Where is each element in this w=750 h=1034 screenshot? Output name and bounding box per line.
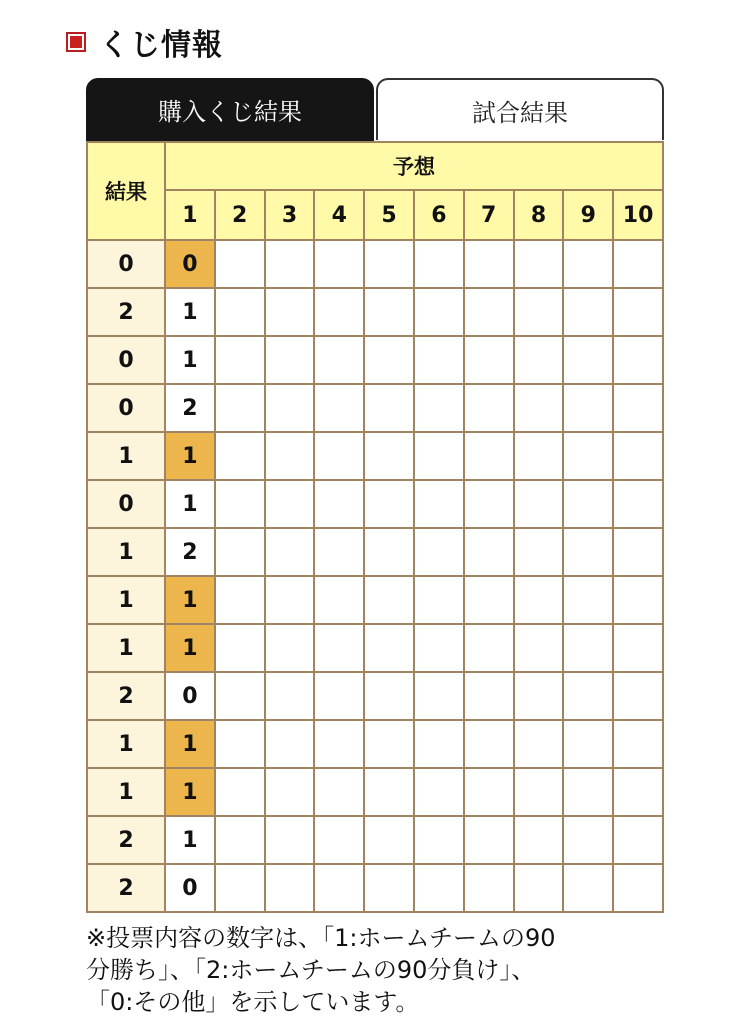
table-row: [87, 432, 663, 480]
empty-cell: [265, 288, 315, 336]
result-cell: 1: [87, 528, 165, 576]
empty-cell: [464, 816, 514, 864]
table-row: [87, 672, 663, 720]
footnote-line-3: 「0:その他」を示しています。: [86, 988, 420, 1016]
table-row: [87, 528, 663, 576]
table-row: [87, 240, 663, 288]
pick-cell: 1: [165, 288, 215, 336]
tab-bar: [86, 78, 664, 141]
empty-cell: [514, 288, 564, 336]
empty-cell: [563, 768, 613, 816]
empty-cell: [414, 384, 464, 432]
prediction-column-header: 予想: [165, 142, 663, 190]
footnote-line-1: ※投票内容の数字は、「1:ホームチームの90: [86, 924, 556, 952]
pick-cell: 0: [165, 672, 215, 720]
empty-cell: [514, 384, 564, 432]
empty-cell: [613, 336, 663, 384]
empty-cell: [215, 480, 265, 528]
empty-cell: [414, 240, 464, 288]
pick-cell: 2: [165, 384, 215, 432]
empty-cell: [514, 432, 564, 480]
section-header: [66, 22, 223, 62]
result-cell: 0: [87, 480, 165, 528]
empty-cell: [464, 864, 514, 912]
results-table-body: [87, 240, 663, 912]
empty-cell: [364, 528, 414, 576]
empty-cell: [265, 672, 315, 720]
pick-cell-hit: 0: [165, 240, 215, 288]
pick-cell: 1: [165, 336, 215, 384]
empty-cell: [314, 384, 364, 432]
empty-cell: [464, 576, 514, 624]
result-cell: 0: [87, 240, 165, 288]
empty-cell: [563, 288, 613, 336]
empty-cell: [613, 816, 663, 864]
empty-cell: [265, 336, 315, 384]
empty-cell: [464, 672, 514, 720]
prediction-column-10: 10: [613, 190, 663, 240]
pick-cell: 0: [165, 864, 215, 912]
prediction-column-5: 5: [364, 190, 414, 240]
pick-cell: 2: [165, 528, 215, 576]
empty-cell: [414, 576, 464, 624]
empty-cell: [265, 384, 315, 432]
empty-cell: [364, 768, 414, 816]
empty-cell: [514, 720, 564, 768]
empty-cell: [265, 576, 315, 624]
empty-cell: [414, 480, 464, 528]
empty-cell: [265, 768, 315, 816]
prediction-column-4: 4: [314, 190, 364, 240]
empty-cell: [314, 528, 364, 576]
section-title: くじ情報: [99, 28, 223, 63]
table-row: [87, 768, 663, 816]
empty-cell: [414, 720, 464, 768]
empty-cell: [563, 336, 613, 384]
empty-cell: [314, 768, 364, 816]
empty-cell: [514, 816, 564, 864]
pick-cell: 1: [165, 816, 215, 864]
empty-cell: [215, 720, 265, 768]
empty-cell: [364, 576, 414, 624]
empty-cell: [414, 528, 464, 576]
empty-cell: [215, 672, 265, 720]
empty-cell: [364, 384, 414, 432]
empty-cell: [613, 432, 663, 480]
empty-cell: [215, 768, 265, 816]
pick-cell: 1: [165, 480, 215, 528]
empty-cell: [563, 432, 613, 480]
empty-cell: [563, 864, 613, 912]
empty-cell: [563, 672, 613, 720]
empty-cell: [563, 624, 613, 672]
prediction-column-2: 2: [215, 190, 265, 240]
empty-cell: [314, 240, 364, 288]
empty-cell: [364, 480, 414, 528]
empty-cell: [613, 288, 663, 336]
table-row: [87, 576, 663, 624]
empty-cell: [563, 528, 613, 576]
table-row: [87, 336, 663, 384]
empty-cell: [314, 672, 364, 720]
empty-cell: [613, 528, 663, 576]
table-row: [87, 624, 663, 672]
prediction-column-6: 6: [414, 190, 464, 240]
empty-cell: [414, 336, 464, 384]
empty-cell: [514, 672, 564, 720]
empty-cell: [464, 384, 514, 432]
empty-cell: [613, 240, 663, 288]
prediction-number-row: [87, 190, 663, 240]
prediction-column-7: 7: [464, 190, 514, 240]
tab-match-results[interactable]: 試合結果: [376, 78, 664, 140]
empty-cell: [613, 624, 663, 672]
empty-cell: [314, 432, 364, 480]
empty-cell: [215, 864, 265, 912]
empty-cell: [414, 768, 464, 816]
empty-cell: [364, 624, 414, 672]
empty-cell: [265, 528, 315, 576]
empty-cell: [514, 864, 564, 912]
result-cell: 2: [87, 864, 165, 912]
empty-cell: [215, 528, 265, 576]
empty-cell: [265, 240, 315, 288]
footnote-line-2: 分勝ち」、「2:ホームチームの90分負け」、: [86, 956, 536, 984]
empty-cell: [265, 432, 315, 480]
table-row: [87, 720, 663, 768]
result-cell: 1: [87, 576, 165, 624]
empty-cell: [215, 624, 265, 672]
empty-cell: [464, 768, 514, 816]
pick-cell-hit: 1: [165, 432, 215, 480]
empty-cell: [215, 816, 265, 864]
empty-cell: [215, 384, 265, 432]
empty-cell: [414, 432, 464, 480]
empty-cell: [563, 384, 613, 432]
result-cell: 0: [87, 336, 165, 384]
pick-cell-hit: 1: [165, 624, 215, 672]
result-cell: 2: [87, 288, 165, 336]
empty-cell: [414, 624, 464, 672]
table-row: [87, 288, 663, 336]
result-cell: 1: [87, 432, 165, 480]
empty-cell: [314, 816, 364, 864]
prediction-column-9: 9: [563, 190, 613, 240]
result-cell: 1: [87, 720, 165, 768]
empty-cell: [215, 432, 265, 480]
result-cell: 2: [87, 672, 165, 720]
empty-cell: [265, 816, 315, 864]
result-column-header: 結果: [87, 142, 165, 240]
empty-cell: [464, 528, 514, 576]
empty-cell: [364, 240, 414, 288]
empty-cell: [613, 720, 663, 768]
empty-cell: [364, 288, 414, 336]
empty-cell: [364, 720, 414, 768]
empty-cell: [514, 336, 564, 384]
pick-cell-hit: 1: [165, 720, 215, 768]
empty-cell: [514, 240, 564, 288]
results-table: [86, 141, 664, 913]
result-cell: 1: [87, 624, 165, 672]
empty-cell: [464, 288, 514, 336]
empty-cell: [265, 624, 315, 672]
empty-cell: [314, 720, 364, 768]
empty-cell: [414, 288, 464, 336]
empty-cell: [265, 864, 315, 912]
prediction-column-1: 1: [165, 190, 215, 240]
empty-cell: [514, 528, 564, 576]
empty-cell: [563, 720, 613, 768]
empty-cell: [563, 480, 613, 528]
empty-cell: [514, 624, 564, 672]
empty-cell: [314, 576, 364, 624]
result-cell: 1: [87, 768, 165, 816]
prediction-column-3: 3: [265, 190, 315, 240]
red-square-icon: [66, 32, 86, 52]
empty-cell: [265, 720, 315, 768]
table-row: [87, 816, 663, 864]
empty-cell: [364, 816, 414, 864]
empty-cell: [464, 336, 514, 384]
empty-cell: [613, 480, 663, 528]
empty-cell: [514, 480, 564, 528]
empty-cell: [464, 432, 514, 480]
empty-cell: [613, 384, 663, 432]
table-row: [87, 384, 663, 432]
empty-cell: [414, 672, 464, 720]
table-row: [87, 480, 663, 528]
empty-cell: [514, 576, 564, 624]
empty-cell: [364, 432, 414, 480]
empty-cell: [414, 816, 464, 864]
empty-cell: [563, 816, 613, 864]
empty-cell: [563, 576, 613, 624]
empty-cell: [563, 240, 613, 288]
empty-cell: [613, 672, 663, 720]
empty-cell: [464, 240, 514, 288]
tab-purchased-results[interactable]: 購入くじ結果: [86, 78, 374, 141]
result-cell: 0: [87, 384, 165, 432]
empty-cell: [215, 240, 265, 288]
empty-cell: [414, 864, 464, 912]
empty-cell: [464, 720, 514, 768]
empty-cell: [613, 576, 663, 624]
prediction-column-8: 8: [514, 190, 564, 240]
footnote: [86, 922, 686, 1018]
empty-cell: [265, 480, 315, 528]
pick-cell-hit: 1: [165, 576, 215, 624]
table-row: [87, 864, 663, 912]
empty-cell: [215, 576, 265, 624]
result-cell: 2: [87, 816, 165, 864]
empty-cell: [215, 336, 265, 384]
empty-cell: [464, 624, 514, 672]
empty-cell: [613, 864, 663, 912]
empty-cell: [314, 480, 364, 528]
empty-cell: [364, 672, 414, 720]
empty-cell: [314, 288, 364, 336]
empty-cell: [514, 768, 564, 816]
pick-cell-hit: 1: [165, 768, 215, 816]
empty-cell: [215, 288, 265, 336]
empty-cell: [314, 336, 364, 384]
empty-cell: [464, 480, 514, 528]
empty-cell: [314, 864, 364, 912]
empty-cell: [314, 624, 364, 672]
empty-cell: [364, 336, 414, 384]
empty-cell: [364, 864, 414, 912]
empty-cell: [613, 768, 663, 816]
